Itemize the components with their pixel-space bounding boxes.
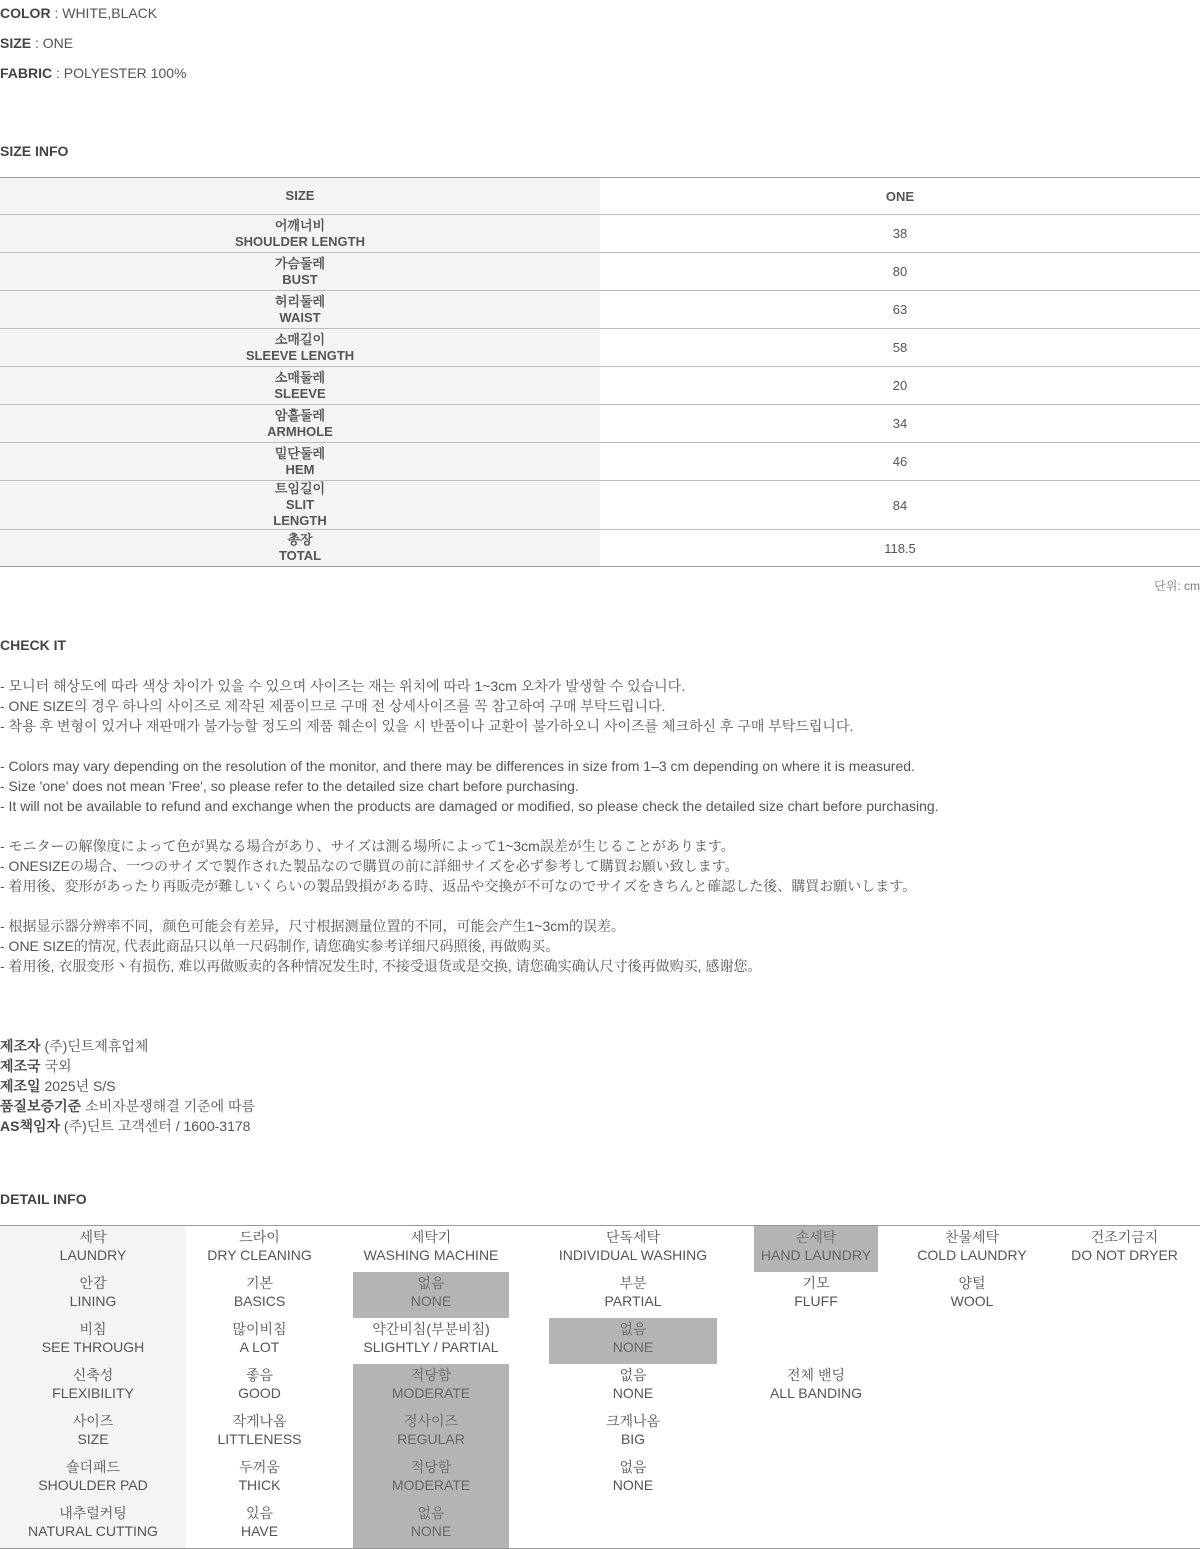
- measure-value: 58: [600, 329, 1200, 367]
- detail-option-en: SLIGHTLY / PARTIAL: [363, 1339, 499, 1355]
- detail-option-ko: 비침: [79, 1321, 107, 1337]
- detail-option: [549, 1226, 717, 1272]
- note-line: - モニターの解像度によって色が異なる場合があり、サイズは測る場所によって1~3cm誤差が生じることがあります。: [0, 838, 735, 854]
- detail-option-en: GOOD: [238, 1385, 281, 1401]
- detail-option-ko: 전체 밴딩: [787, 1367, 845, 1383]
- measure-label-en: SLEEVE LENGTH: [245, 347, 355, 363]
- measure-label: [0, 443, 600, 481]
- detail-option-selected: [353, 1272, 509, 1318]
- detail-option: [186, 1502, 333, 1548]
- detail-option-ko: 없음: [417, 1275, 445, 1291]
- detail-option-ko: 안감: [79, 1275, 107, 1291]
- detail-option-ko: 있음: [245, 1505, 274, 1521]
- measure-value: 20: [600, 367, 1200, 405]
- note-gap: [0, 736, 1200, 756]
- detail-option-ko: 작게나옴: [232, 1413, 287, 1429]
- detail-option-ko: 정사이즈: [403, 1413, 459, 1429]
- detail-option-en: HAND LAUNDRY: [760, 1247, 872, 1263]
- detail-option-ko: 세탁기: [410, 1229, 452, 1245]
- note-line: - Colors may vary depending on the resolution of the monitor, and there may be differences in size from 1–3 cm depending on where it is measured.: [0, 758, 915, 774]
- measure-label-ko: 허리둘레: [274, 293, 326, 309]
- note-gap: [0, 896, 1200, 916]
- detail-option: [905, 1226, 1039, 1272]
- detail-option-ko: 없음: [619, 1321, 647, 1337]
- size-row: [0, 215, 1200, 253]
- detail-info-title: DETAIL INFO: [0, 1191, 87, 1207]
- detail-row: [0, 1502, 1200, 1548]
- size-info-title: SIZE INFO: [0, 143, 69, 159]
- measure-label-en: SHOULDER LENGTH: [235, 233, 365, 249]
- measure-label-ko: 밑단둘레: [274, 445, 326, 461]
- detail-option-en: LAUNDRY: [59, 1247, 127, 1263]
- detail-option-ko: 기모: [802, 1275, 830, 1291]
- detail-option-ko: 양털: [958, 1275, 986, 1291]
- detail-option-en: BIG: [620, 1431, 646, 1447]
- detail-option-ko: 약간비침(부분비침): [372, 1321, 490, 1337]
- detail-option-ko: 손세탁: [795, 1229, 837, 1245]
- detail-option: [905, 1272, 1039, 1318]
- detail-option: [186, 1318, 333, 1364]
- size-row: [0, 367, 1200, 405]
- detail-row-label: [0, 1410, 186, 1456]
- detail-option-en: SHOULDER PAD: [38, 1477, 148, 1493]
- note-line: - 착용 후 변형이 있거나 재판매가 불가능할 정도의 제품 훼손이 있을 시 반품이나 교환이 불가하오니 사이즈를 체크하신 후 구매 부탁드립니다.: [0, 718, 854, 734]
- spec-size: [0, 34, 73, 52]
- detail-option-en: A LOT: [239, 1339, 280, 1355]
- detail-option-en: NONE: [410, 1293, 452, 1309]
- measure-label-en: SLEEVE: [274, 385, 326, 401]
- country-row: [0, 1056, 255, 1076]
- size-row: [0, 329, 1200, 367]
- detail-option-en: LINING: [69, 1293, 117, 1309]
- spec-color-value: : WHITE,BLACK: [50, 5, 158, 21]
- detail-row-label: [0, 1272, 186, 1318]
- measure-label-en: SLIT: [285, 497, 315, 512]
- measure-value: 84: [600, 481, 1200, 530]
- detail-option-en: HAVE: [240, 1523, 279, 1539]
- country-value: 국외: [40, 1058, 72, 1074]
- note-line: - 根据显示器分辨率不同，颜色可能会有差异，尺寸根据测量位置的不同，可能会产生1~3cm的误差。: [0, 918, 625, 934]
- detail-option: [186, 1272, 333, 1318]
- detail-option-en: WASHING MACHINE: [363, 1247, 499, 1263]
- detail-row: [0, 1272, 1200, 1318]
- warranty-value: 소비자분쟁해결 기준에 따름: [81, 1098, 256, 1114]
- detail-option: [549, 1272, 717, 1318]
- detail-option-en: NONE: [410, 1523, 452, 1539]
- detail-option-ko: 사이즈: [72, 1413, 114, 1429]
- measure-label-ko: 소매길이: [274, 331, 326, 347]
- measure-label-ko: 암홀둘레: [274, 407, 326, 423]
- as-label: AS책임자: [0, 1118, 61, 1134]
- detail-option: [549, 1456, 717, 1502]
- detail-option: [549, 1410, 717, 1456]
- detail-option-selected: [353, 1456, 509, 1502]
- detail-option-en: ALL BANDING: [769, 1385, 863, 1401]
- warranty-row: [0, 1096, 255, 1116]
- size-row: [0, 253, 1200, 291]
- note-line: - ONE SIZE의 경우 하나의 사이즈로 제작된 제품이므로 구매 전 상세사이즈를 꼭 참고하여 구매 부탁드립니다.: [0, 698, 666, 714]
- detail-option-en: NONE: [612, 1385, 654, 1401]
- measure-label-en: WAIST: [279, 309, 321, 325]
- detail-option-en: SIZE: [77, 1431, 109, 1447]
- detail-option-en: FLEXIBILITY: [52, 1385, 134, 1401]
- detail-option-en: MODERATE: [391, 1385, 471, 1401]
- detail-option-en: THICK: [238, 1477, 281, 1493]
- check-it-title: CHECK IT: [0, 637, 67, 653]
- size-row: [0, 481, 1200, 530]
- measure-label: [0, 291, 600, 329]
- spec-fabric-value: : POLYESTER 100%: [52, 65, 187, 81]
- measure-value: 63: [600, 291, 1200, 329]
- detail-option-ko: 크게나옴: [605, 1413, 661, 1429]
- detail-option-selected: [353, 1410, 509, 1456]
- detail-option: [549, 1364, 717, 1410]
- measure-value: 46: [600, 443, 1200, 481]
- unit-label: 단위: cm: [1154, 579, 1200, 593]
- size-header-value: ONE: [600, 178, 1200, 215]
- detail-option-en: LITTLENESS: [217, 1431, 302, 1447]
- spec-fabric: [0, 64, 186, 82]
- measure-label-en: TOTAL: [278, 548, 322, 563]
- detail-option-ko: 적당함: [410, 1367, 452, 1383]
- detail-option: [186, 1226, 333, 1272]
- detail-option-en: DO NOT DRYER: [1071, 1247, 1178, 1263]
- detail-option: [1049, 1226, 1200, 1272]
- measure-value: 38: [600, 215, 1200, 253]
- detail-option-en: MODERATE: [391, 1477, 471, 1493]
- note-gap: [0, 816, 1200, 836]
- measure-label: [0, 405, 600, 443]
- detail-option: [186, 1456, 333, 1502]
- detail-option-en: NONE: [612, 1339, 654, 1355]
- detail-option-en: WOOL: [950, 1293, 994, 1309]
- measure-label-ko: 가슴둘레: [274, 255, 326, 271]
- detail-option-ko: 없음: [619, 1459, 647, 1475]
- measure-label: [0, 367, 600, 405]
- detail-option: [353, 1226, 509, 1272]
- detail-option-ko: 단독세탁: [605, 1229, 661, 1245]
- detail-option-en: NONE: [612, 1477, 654, 1493]
- detail-option: [754, 1272, 878, 1318]
- note-line: - 모니터 해상도에 따라 색상 차이가 있을 수 있으며 사이즈는 재는 위치에 따라 1~3cm 오차가 발생할 수 있습니다.: [0, 678, 686, 694]
- measure-label-en-line2: LENGTH: [273, 513, 327, 528]
- measure-label: [0, 329, 600, 367]
- spec-size-value: : ONE: [31, 35, 74, 51]
- detail-option-ko: 많이비침: [232, 1321, 287, 1337]
- detail-option-ko: 숄더패드: [65, 1459, 121, 1475]
- note-line: - It will not be available to refund and exchange when the products are damaged or modified, so please check the detailed size chart before purchasing.: [0, 798, 939, 814]
- detail-option-ko: 찬물세탁: [944, 1229, 1000, 1245]
- manufacturer-row: [0, 1036, 255, 1056]
- detail-option: [186, 1410, 333, 1456]
- measure-label-ko: 소매둘레: [274, 369, 326, 385]
- detail-option-en: DRY CLEANING: [207, 1247, 312, 1263]
- detail-option-ko: 좋음: [245, 1367, 274, 1383]
- size-row: [0, 291, 1200, 329]
- measure-value: 34: [600, 405, 1200, 443]
- detail-option-en: SEE THROUGH: [41, 1339, 145, 1355]
- manufacturer-info: [0, 1036, 255, 1136]
- measure-label-ko: 어깨너비: [274, 217, 326, 233]
- detail-option-en: FLUFF: [794, 1293, 838, 1309]
- detail-option-en: COLD LAUNDRY: [917, 1247, 1027, 1263]
- measure-label-en: BUST: [282, 271, 318, 287]
- size-table-header-row: [0, 178, 1200, 215]
- detail-row-label: [0, 1502, 186, 1548]
- note-line: - 着用後、変形があったり再販売が難しいくらいの製品毀損がある時、返品や交換が不可なのでサイズをきちんと確認した後、購買お願いします。: [0, 878, 917, 894]
- measure-label: [0, 481, 600, 530]
- detail-option-en: NATURAL CUTTING: [28, 1523, 158, 1539]
- detail-option-ko: 부분: [619, 1275, 647, 1291]
- detail-option-en: PARTIAL: [604, 1293, 662, 1309]
- detail-option-ko: 세탁: [79, 1229, 107, 1245]
- note-line: - ONESIZEの場合、一つのサイズで製作された製品なので購買の前に詳細サイズを必ず参考して購買お願い致します。: [0, 858, 739, 874]
- detail-option-en: INDIVIDUAL WASHING: [558, 1247, 708, 1263]
- size-row: [0, 443, 1200, 481]
- detail-row-label: [0, 1456, 186, 1502]
- detail-row: [0, 1456, 1200, 1502]
- detail-option-selected: [353, 1502, 509, 1548]
- date-row: [0, 1076, 255, 1096]
- spec-color: [0, 4, 157, 22]
- detail-option-en: REGULAR: [397, 1431, 465, 1447]
- detail-row: [0, 1364, 1200, 1410]
- date-label: 제조일: [0, 1078, 41, 1094]
- check-it-notes: [0, 676, 1200, 976]
- size-row: [0, 405, 1200, 443]
- manufacturer-label: 제조자: [0, 1038, 41, 1054]
- warranty-label: 품질보증기준: [0, 1098, 82, 1114]
- size-row: [0, 530, 1200, 567]
- detail-option-selected: [353, 1364, 509, 1410]
- detail-option-selected: [754, 1226, 878, 1272]
- detail-row: [0, 1226, 1200, 1272]
- detail-option: [754, 1364, 878, 1410]
- detail-option: [186, 1364, 333, 1410]
- measure-label-en: HEM: [285, 461, 315, 477]
- detail-row: [0, 1410, 1200, 1456]
- as-row: [0, 1116, 255, 1136]
- detail-option-ko: 적당함: [410, 1459, 452, 1475]
- country-label: 제조국: [0, 1058, 41, 1074]
- detail-option-ko: 건조기금지: [1090, 1229, 1159, 1245]
- detail-option-ko: 드라이: [239, 1229, 280, 1245]
- detail-option: [353, 1318, 509, 1364]
- detail-option-ko: 두꺼움: [239, 1459, 280, 1475]
- spec-fabric-label: FABRIC: [0, 65, 53, 81]
- detail-option-ko: 기본: [245, 1275, 274, 1291]
- detail-option-ko: 신축성: [72, 1367, 114, 1383]
- measure-value: 80: [600, 253, 1200, 291]
- spec-color-label: COLOR: [0, 5, 51, 21]
- size-table: [0, 177, 1200, 567]
- date-value: 2025년 S/S: [40, 1078, 116, 1094]
- manufacturer-value: (주)딘트제휴업체: [40, 1038, 149, 1054]
- detail-row-label: [0, 1364, 186, 1410]
- detail-row-label: [0, 1318, 186, 1364]
- measure-label-en: ARMHOLE: [267, 423, 333, 439]
- measure-label-ko: 트임길이: [274, 481, 326, 496]
- measure-label: [0, 530, 600, 567]
- measure-label-ko: 총장: [287, 532, 313, 547]
- as-value: (주)딘트 고객센터 / 1600-3178: [60, 1118, 251, 1134]
- detail-info-grid: [0, 1225, 1200, 1549]
- measure-label: [0, 215, 600, 253]
- note-line: - 着用後, 衣服变形丶有损伤, 难以再做贩卖的各种情况发生时, 不接受退货或是交换, 请您确实确认尺寸後再做购买, 感谢您。: [0, 958, 762, 974]
- detail-option-ko: 없음: [417, 1505, 445, 1521]
- detail-option-ko: 내추럴커팅: [59, 1505, 127, 1521]
- detail-row: [0, 1318, 1200, 1364]
- detail-option-selected: [549, 1318, 717, 1364]
- note-line: - ONE SIZE的情况, 代表此商品只以单一尺码制作, 请您确实参考详细尺码照後, 再做购买。: [0, 938, 560, 954]
- measure-label: [0, 253, 600, 291]
- detail-row-label: [0, 1226, 186, 1272]
- note-line: - Size 'one' does not mean 'Free', so please refer to the detailed size chart before purchasing.: [0, 778, 579, 794]
- size-header-label: SIZE: [0, 178, 600, 215]
- detail-option-en: BASICS: [233, 1293, 286, 1309]
- measure-value: 118.5: [884, 540, 916, 556]
- detail-option-ko: 없음: [619, 1367, 647, 1383]
- spec-size-label: SIZE: [0, 35, 32, 51]
